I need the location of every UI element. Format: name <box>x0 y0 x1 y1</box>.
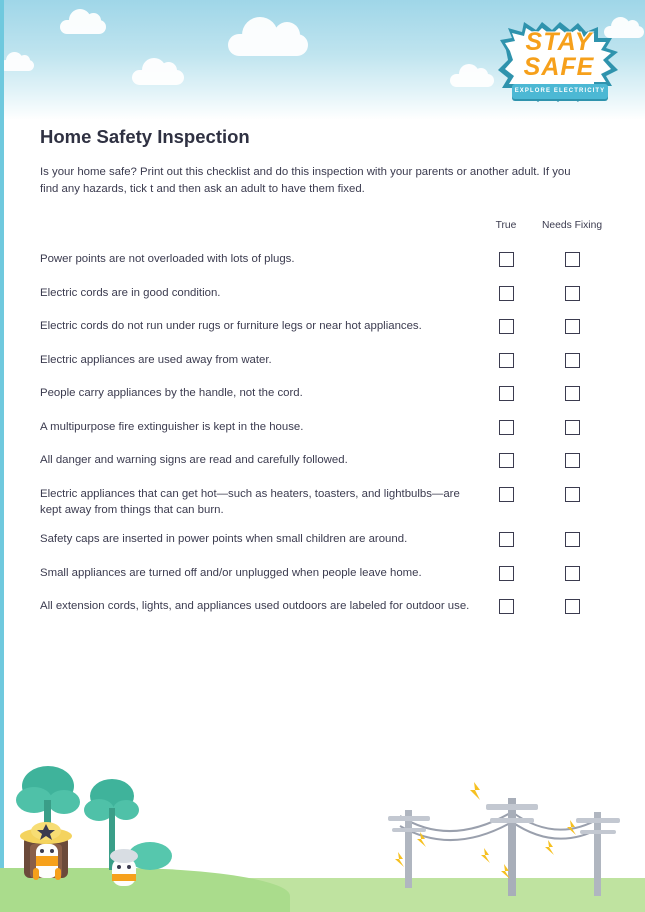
checkbox-needs-fixing[interactable] <box>565 487 580 502</box>
column-header-item <box>40 220 473 245</box>
checkbox-cell-needs-fixing[interactable] <box>539 525 605 559</box>
checkbox-true[interactable] <box>499 487 514 502</box>
utility-pole-icon <box>388 810 430 888</box>
intro-paragraph: Is your home safe? Print out this checklist and do this inspection with your parents or another adult. If you find any hazards, tick t and then ask an adult to have them fixed. <box>40 166 571 196</box>
checkbox-cell-needs-fixing[interactable] <box>539 279 605 313</box>
checklist-item-label: Power points are not overloaded with lots of plugs. <box>40 253 295 266</box>
checkbox-true[interactable] <box>499 566 514 581</box>
checkbox-true[interactable] <box>499 599 514 614</box>
cloud-icon <box>450 74 494 87</box>
checkbox-true[interactable] <box>499 386 514 401</box>
page-title: Home Safety Inspection <box>40 126 250 147</box>
checkbox-cell-needs-fixing[interactable] <box>539 379 605 413</box>
checkbox-true[interactable] <box>499 319 514 334</box>
checklist-item-label: Electric appliances that can get hot—such as heaters, toasters, and lightbulbs—are kept away from things that can burn. <box>40 487 460 517</box>
checkbox-needs-fixing[interactable] <box>565 252 580 267</box>
logo-line-safe: SAFE <box>523 53 595 81</box>
stay-safe-logo <box>498 20 620 108</box>
checklist-item-label: All danger and warning signs are read and carefully followed. <box>40 454 348 467</box>
checkbox-cell-needs-fixing[interactable] <box>539 312 605 346</box>
checkbox-cell-needs-fixing[interactable] <box>539 559 605 593</box>
checkbox-needs-fixing[interactable] <box>565 420 580 435</box>
table-row <box>40 312 605 346</box>
column-header-needs-fixing: Needs Fixing <box>541 220 603 232</box>
checklist-item-label: A multipurpose fire extinguisher is kept in the house. <box>40 420 304 433</box>
logo-tagline: EXPLORE ELECTRICITY <box>514 88 606 94</box>
checkbox-cell-needs-fixing[interactable] <box>539 245 605 279</box>
table-row <box>40 346 605 380</box>
table-row <box>40 480 605 525</box>
checklist-item-label: Electric appliances are used away from water. <box>40 353 272 366</box>
checklist-item-label: Small appliances are turned off and/or unplugged when people leave home. <box>40 566 422 579</box>
checkbox-needs-fixing[interactable] <box>565 532 580 547</box>
checkbox-cell-needs-fixing[interactable] <box>539 592 605 626</box>
cloud-icon <box>228 34 308 56</box>
utility-pole-icon <box>576 812 620 896</box>
checkbox-cell-true[interactable] <box>473 525 539 559</box>
checkbox-true[interactable] <box>499 420 514 435</box>
mascot-hard-hat <box>20 822 72 880</box>
table-row <box>40 379 605 413</box>
cloud-icon <box>60 20 106 34</box>
checkbox-cell-true[interactable] <box>473 279 539 313</box>
table-row <box>40 592 605 626</box>
checkbox-cell-true[interactable] <box>473 446 539 480</box>
checkbox-needs-fixing[interactable] <box>565 353 580 368</box>
checkbox-cell-true[interactable] <box>473 413 539 447</box>
logo-wordmark <box>498 30 620 80</box>
checkbox-needs-fixing[interactable] <box>565 453 580 468</box>
table-header-row <box>40 220 605 245</box>
checkbox-needs-fixing[interactable] <box>565 566 580 581</box>
column-header-true: True <box>495 220 517 232</box>
checkbox-true[interactable] <box>499 353 514 368</box>
utility-pole-icon <box>486 798 538 896</box>
table-row <box>40 245 605 279</box>
checkbox-cell-true[interactable] <box>473 245 539 279</box>
checklist-item-label: All extension cords, lights, and appliances used outdoors are labeled for outdoor use. <box>40 600 470 613</box>
checkbox-cell-true[interactable] <box>473 559 539 593</box>
checkbox-cell-true[interactable] <box>473 312 539 346</box>
checkbox-cell-needs-fixing[interactable] <box>539 446 605 480</box>
checkbox-true[interactable] <box>499 286 514 301</box>
checkbox-cell-needs-fixing[interactable] <box>539 480 605 525</box>
table-row <box>40 559 605 593</box>
table-row <box>40 279 605 313</box>
logo-line-stay: STAY <box>525 28 593 56</box>
checklist-item-label: People carry appliances by the handle, not the cord. <box>40 387 303 400</box>
checkbox-true[interactable] <box>499 532 514 547</box>
checkbox-cell-true[interactable] <box>473 346 539 380</box>
checkbox-needs-fixing[interactable] <box>565 599 580 614</box>
footer-scene-svg <box>0 752 645 912</box>
checkbox-needs-fixing[interactable] <box>565 319 580 334</box>
checklist-item-label: Safety caps are inserted in power points when small children are around. <box>40 533 408 545</box>
footer-illustration <box>0 752 645 912</box>
checklist-item-label: Electric cords are in good condition. <box>40 286 221 299</box>
cloud-icon <box>0 60 34 71</box>
logo-tagline-ribbon <box>512 84 608 99</box>
checkbox-cell-needs-fixing[interactable] <box>539 413 605 447</box>
checkbox-cell-true[interactable] <box>473 592 539 626</box>
checkbox-needs-fixing[interactable] <box>565 286 580 301</box>
checkbox-cell-true[interactable] <box>473 379 539 413</box>
cloud-icon <box>132 70 184 85</box>
checkbox-true[interactable] <box>499 252 514 267</box>
table-row <box>40 446 605 480</box>
mascot-small <box>110 849 138 886</box>
power-line-icon <box>400 812 600 840</box>
checklist-item-label: Electric cords do not run under rugs or furniture legs or near hot appliances. <box>40 320 422 333</box>
table-row <box>40 525 605 559</box>
checklist-table <box>40 220 605 625</box>
document-body <box>40 126 605 626</box>
checkbox-cell-true[interactable] <box>473 480 539 525</box>
checkbox-true[interactable] <box>499 453 514 468</box>
checkbox-needs-fixing[interactable] <box>565 386 580 401</box>
table-row <box>40 413 605 447</box>
checkbox-cell-needs-fixing[interactable] <box>539 346 605 380</box>
